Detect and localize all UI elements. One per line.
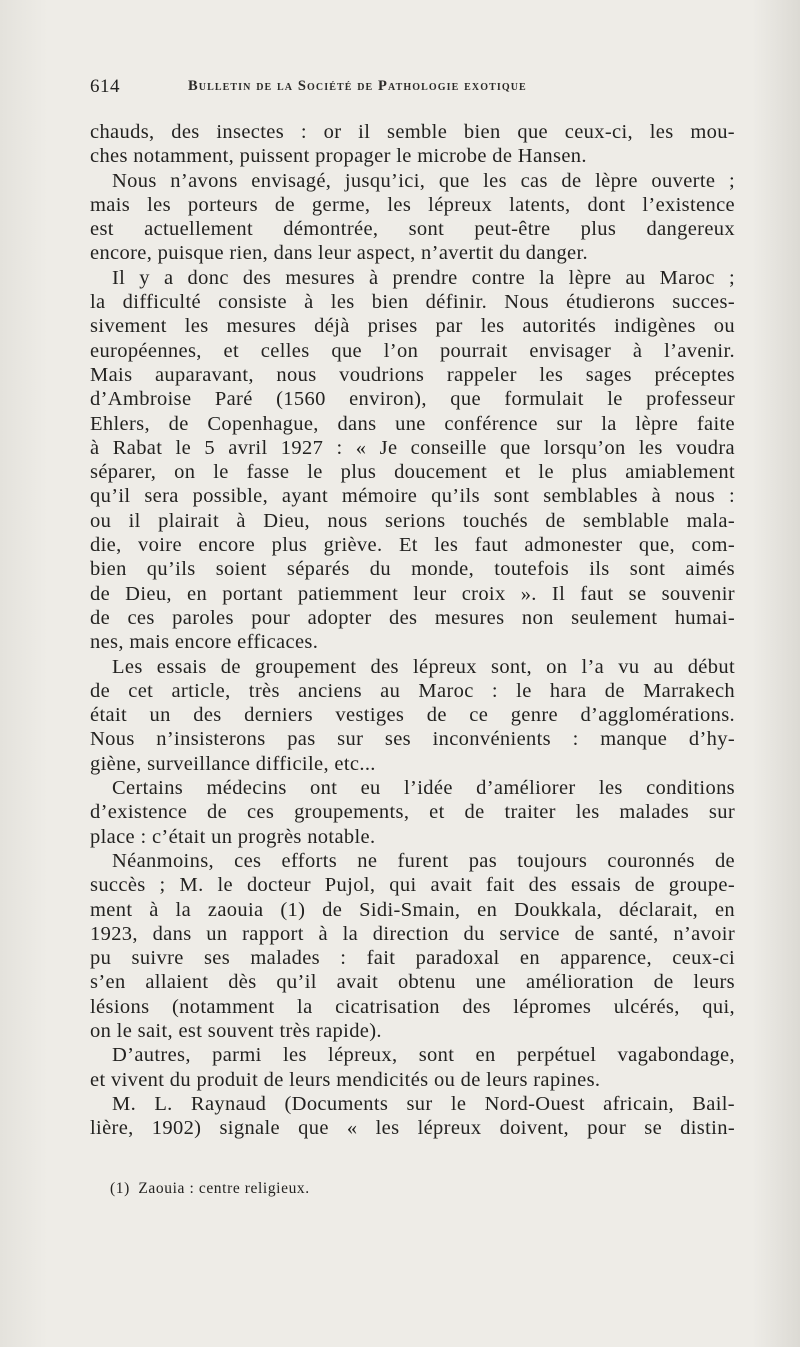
text-line: sivement les mesures déjà prises par les autorités indigènes ou: [90, 315, 735, 338]
text-line: nes, mais encore efficaces.: [90, 631, 319, 654]
text-line: M. L. Raynaud (Documents sur le Nord-Ouest africain, Bail-: [112, 1092, 735, 1115]
text-line: Nous n’avons envisagé, jusqu’ici, que les cas de lèpre ouverte ;: [112, 169, 735, 192]
text-line: Mais auparavant, nous voudrions rappeler les sages préceptes: [90, 363, 735, 386]
text-line: la difficulté consiste à les bien définir. Nous étudierons succes-: [90, 291, 735, 314]
text-line: de Dieu, en portant patiemment leur croix ». Il faut se souvenir: [90, 582, 735, 605]
text-line: à Rabat le 5 avril 1927 : « Je conseille que lorsqu’on les voudra: [90, 436, 735, 459]
text-line: lière, 1902) signale que « les lépreux doivent, pour se distin-: [90, 1117, 735, 1140]
text-line: pu suivre ses malades : fait paradoxal en apparence, ceux-ci: [90, 947, 735, 970]
text-line: ou il plairait à Dieu, nous serions touchés de semblable mala-: [90, 509, 735, 532]
running-header: [90, 76, 735, 100]
text-line: bien qu’ils soient séparés du monde, toutefois ils sont aimés: [90, 558, 735, 581]
text-line: Certains médecins ont eu l’idée d’améliorer les conditions: [112, 777, 735, 800]
text-line: lésions (notamment la cicatrisation des lépromes ulcérés, qui,: [90, 995, 735, 1018]
text-line: succès ; M. le docteur Pujol, qui avait fait des essais de groupe-: [90, 874, 735, 897]
text-line: Néanmoins, ces efforts ne furent pas toujours couronnés de: [112, 849, 735, 872]
text-line: Ehlers, de Copenhague, dans une conférence sur la lèpre faite: [90, 412, 735, 435]
text-line: s’en allaient dès qu’il avait obtenu une amélioration de leurs: [90, 971, 735, 994]
text-line: de cet article, très anciens au Maroc : le hara de Marrakech: [90, 679, 735, 702]
text-line: était un des derniers vestiges de ce genre d’agglomérations.: [90, 704, 735, 727]
body-text: [90, 120, 735, 1140]
text-line: mais les porteurs de germe, les lépreux latents, dont l’existence: [90, 193, 735, 216]
text-line: encore, puisque rien, dans leur aspect, n’avertit du danger.: [90, 242, 589, 265]
text-line: ment à la zaouia (1) de Sidi-Smain, en Doukkala, déclarait, en: [90, 898, 735, 921]
text-line: d’existence de ces groupements, et de traiter les malades sur: [90, 801, 735, 824]
page-number: 614: [90, 76, 120, 97]
text-line: et vivent du produit de leurs mendicités ou de leurs rapines.: [90, 1068, 601, 1091]
footnote: [110, 1180, 610, 1198]
text-line: d’Ambroise Paré (1560 environ), que formulait le professeur: [90, 388, 735, 411]
text-line: giène, surveillance difficile, etc...: [90, 752, 376, 775]
text-line: européennes, et celles que l’on pourrait envisager à l’avenir.: [90, 339, 735, 362]
text-line: Les essais de groupement des lépreux sont, on l’a vu au début: [112, 655, 735, 678]
text-line: 1923, dans un rapport à la direction du service de santé, n’avoir: [90, 922, 735, 945]
text-line: D’autres, parmi les lépreux, sont en perpétuel vagabondage,: [112, 1044, 735, 1067]
text-line: die, voire encore plus griève. Et les faut admonester que, com-: [90, 534, 735, 557]
running-title: Bulletin de la Société de Pathologie exotique: [188, 78, 527, 94]
text-line: qu’il sera possible, ayant mémoire qu’ils sont semblables à nous :: [90, 485, 735, 508]
text-line: chauds, des insectes : or il semble bien que ceux-ci, les mou-: [90, 121, 735, 143]
text-line: on le sait, est souvent très rapide).: [90, 1019, 382, 1042]
text-line: Nous n’insisterons pas sur ses inconvénients : manque d’hy-: [90, 728, 735, 751]
text-line: Il y a donc des mesures à prendre contre la lèpre au Maroc ;: [112, 266, 735, 289]
footnote-text: Zaouia : centre religieux.: [138, 1180, 310, 1197]
text-line: de ces paroles pour adopter des mesures non seulement humai-: [90, 606, 735, 629]
footnote-label: (1): [110, 1180, 130, 1197]
text-line: place : c’était un progrès notable.: [90, 825, 376, 848]
text-line: ches notamment, puissent propager le microbe de Hansen.: [90, 145, 587, 168]
text-line: est actuellement démontrée, sont peut-être plus dangereux: [90, 218, 735, 241]
text-line: séparer, on le fasse le plus doucement et le plus amiablement: [90, 461, 735, 484]
